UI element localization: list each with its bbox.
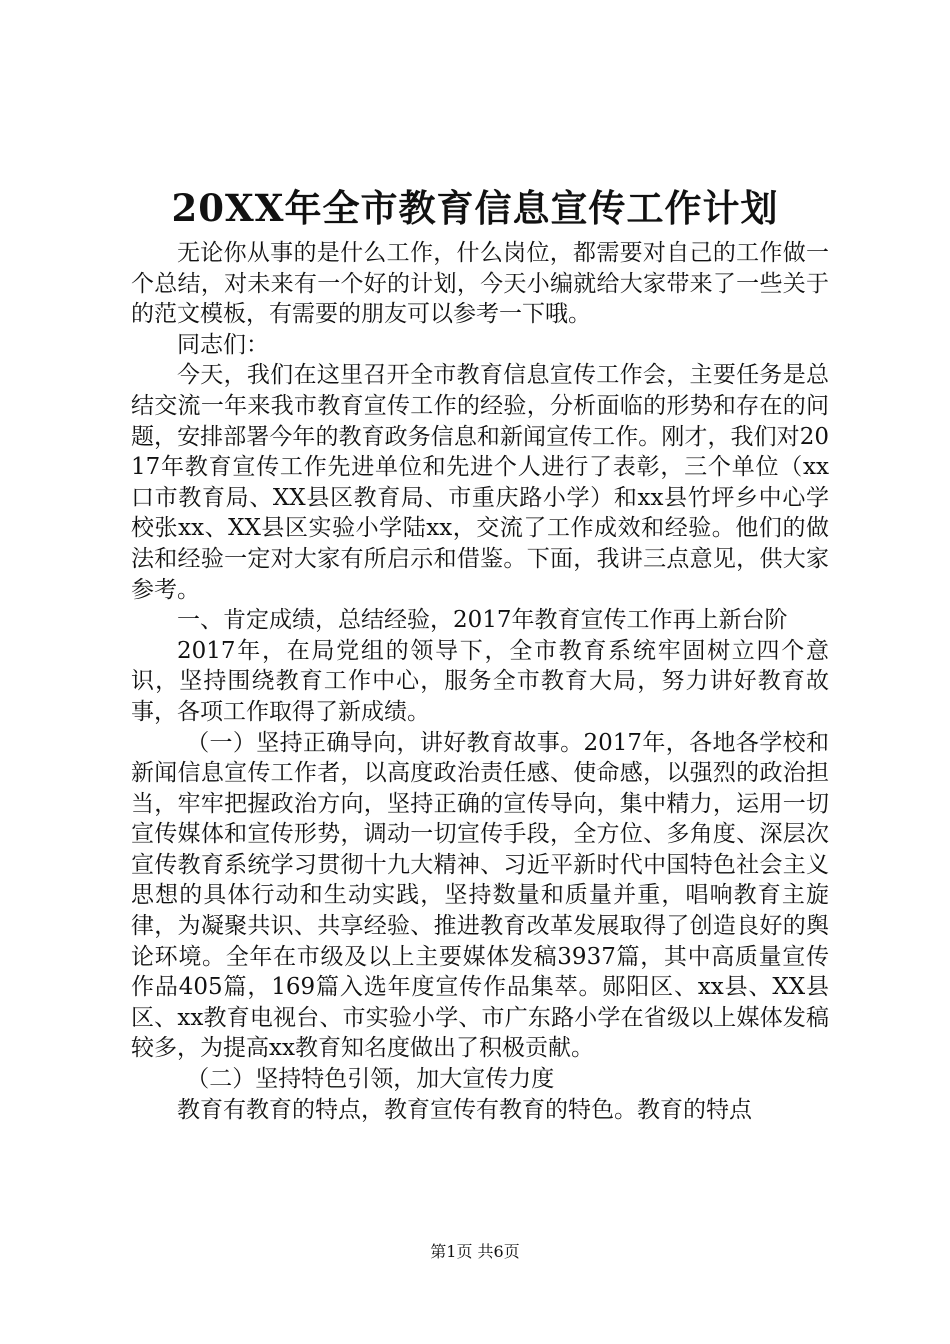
- document-body: [131, 238, 829, 1125]
- subsection-heading-2: （二）坚持特色引领，加大宣传力度: [186, 1066, 555, 1093]
- paragraph-achievements: 2017年，在局党组的领导下，全市教育系统牢固树立四个意识，坚持围绕教育工作中心，服务全市教育大局，努力讲好教育故事，各项工作取得了新成绩。: [131, 637, 829, 725]
- document-title: 20XX年全市教育信息宣传工作计划: [171, 186, 779, 230]
- paragraph-salutation: 同志们：: [177, 331, 269, 358]
- paragraph-opening: 今天，我们在这里召开全市教育信息宣传工作会，主要任务是总结交流一年来我市教育宣传工作的经验，分析面临的形势和存在的问题，安排部署今年的教育政务信息和新闻宣传工作。刚才，我们对2017年教育宣传工作先进单位和先进个人进行了表彰，三个单位（xx口市教育局、XX县区教育局、市重庆路小学）和xx县竹坪乡中心学校张xx、XX县区实验小学陆xx，交流了工作成效和经验。他们的做法和经验一定对大家有所启示和借鉴。下面，我讲三点意见，供大家参考。: [131, 362, 829, 603]
- page-number-footer: 第1页 共6页: [430, 1242, 520, 1261]
- subsection-1: （一）坚持正确导向，讲好教育故事。2017年，各地各学校和新闻信息宣传工作者，以高度政治责任感、使命感，以强烈的政治担当，牢牢把握政治方向，坚持正确的宣传导向，集中精力，运用一切宣传媒体和宣传形势，调动一切宣传手段，全方位、多角度、深层次宣传教育系统学习贯彻十九大精神、习近平新时代中国特色社会主义思想的具体行动和生动实践，坚持数量和质量并重，唱响教育主旋律，为凝聚共识、共享经验、推进教育改革发展取得了创造良好的舆论环境。全年在市级及以上主要媒体发稿3937篇，其中高质量宣传作品405篇，169篇入选年度宣传作品集萃。郧阳区、xx县、XX县区、xx教育电视台、市实验小学、市广东路小学在省级以上媒体发稿较多，为提高xx教育知名度做出了积极贡献。: [131, 729, 829, 1062]
- paragraph-features: 教育有教育的特点，教育宣传有教育的特色。教育的特点: [177, 1096, 752, 1123]
- paragraph-intro: 无论你从事的是什么工作，什么岗位，都需要对自己的工作做一个总结，对未来有一个好的计划，今天小编就给大家带来了一些关于的范文模板，有需要的朋友可以参考一下哦。: [131, 240, 829, 328]
- section-heading-1: 一、肯定成绩，总结经验，2017年教育宣传工作再上新台阶: [177, 607, 788, 634]
